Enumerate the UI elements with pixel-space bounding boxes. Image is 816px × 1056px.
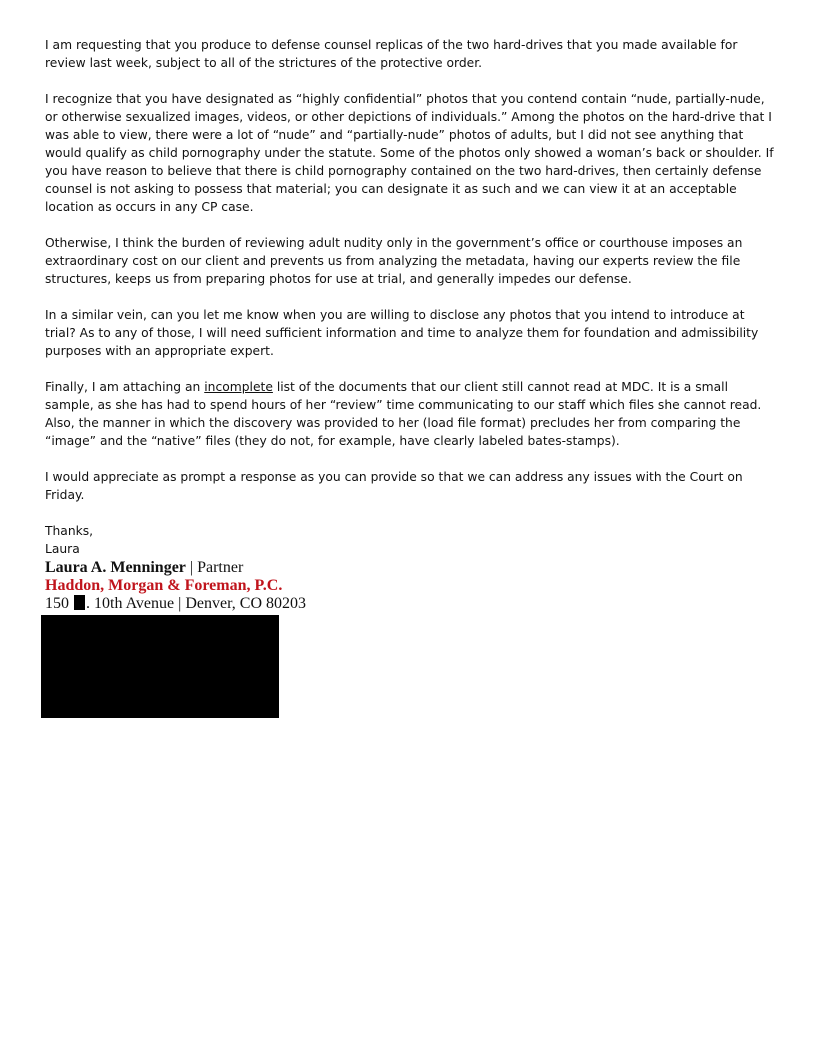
signature-title: Partner bbox=[197, 559, 244, 576]
paragraph-burden: Otherwise, I think the burden of reviewing adult nudity only in the government’s office or courthouse imposes an extraordinary cost on our client and prevents us from analyzing the metadata, having our experts review the file structures, keeps us from preparing photos for use at trial, and generally impedes our defense. bbox=[45, 236, 743, 286]
paragraph-attachment bbox=[45, 378, 775, 450]
signature-firm: Haddon, Morgan & Foreman, P.C. bbox=[45, 577, 283, 594]
paragraph-response-request: I would appreciate as prompt a response as you can provide so that we can address any issues with the Court on Friday. bbox=[45, 470, 743, 502]
signature-address bbox=[45, 595, 306, 613]
email-body bbox=[45, 36, 775, 558]
paragraph-replica-request: I am requesting that you produce to defense counsel replicas of the two hard-drives that you made available for review last week, subject to all of the strictures of the protective order. bbox=[45, 38, 738, 70]
paragraph-trial-photos: In a similar vein, can you let me know when you are willing to disclose any photos that you intend to introduce at trial? As to any of those, I will need sufficient information and time to analyze them for foundation and admissibility purposes with an appropriate expert. bbox=[45, 308, 759, 358]
attachment-text-before: Finally, I am attaching an bbox=[45, 380, 205, 394]
signature-name: Laura A. Menninger bbox=[45, 559, 186, 576]
email-signature bbox=[45, 559, 306, 613]
inline-redaction bbox=[74, 595, 85, 610]
underlined-word: incomplete bbox=[204, 380, 273, 394]
address-suffix: . 10th Avenue | Denver, CO 80203 bbox=[86, 595, 307, 612]
paragraph-confidential-photos: I recognize that you have designated as “highly confidential” photos that you contend contain “nude, partially-nude, or otherwise sexualized images, videos, or other depictions of individuals.” Among the photos on the hard-drive that I was able to view, there were a lot of “nude” and “partially-nude” photos of adults, but I did not see anything that would qualify as child pornography under the statute. Some of the photos only showed a woman’s back or shoulder. If you have reason to believe that there is child pornography contained on the two hard-drives, then certainly defense counsel is not asking to possess that material; you can designate it as such and we can view it at an acceptable location as occurs in any CP case. bbox=[45, 92, 774, 214]
attachment-text-after: list of the documents that our client still cannot read at MDC. It is a small sample, as she has had to spend hours of her “review” time communicating to our staff which files she cannot read. Also, the manner in which the discovery was provided to her (load file format) precludes her from comparing the “image” and the “native” files (they do not, for example, have clearly labeled bates-stamps). bbox=[45, 380, 762, 448]
sender-first-name: Laura bbox=[45, 542, 80, 556]
signature-name-line bbox=[45, 559, 306, 577]
closing: Thanks, bbox=[45, 524, 94, 538]
signature-separator: | bbox=[185, 559, 198, 576]
redaction-block bbox=[41, 615, 279, 718]
address-prefix: 150 bbox=[45, 595, 73, 612]
